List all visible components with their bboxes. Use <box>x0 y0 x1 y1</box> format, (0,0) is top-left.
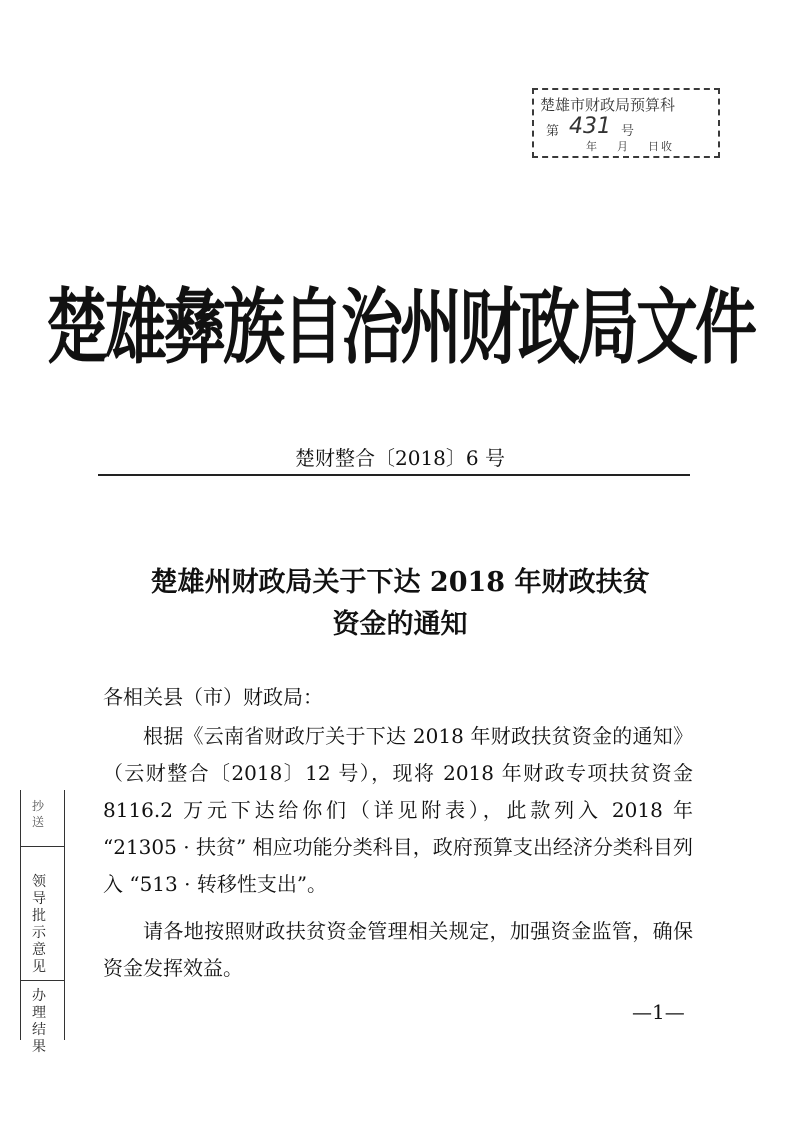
strip-divider-2 <box>20 980 64 981</box>
strip-right-border <box>64 790 65 1040</box>
strip-left-border <box>20 790 21 1040</box>
document-number: 楚财整合〔2018〕6 号 <box>295 446 505 470</box>
stamp-date-day: 日收 <box>648 140 674 153</box>
stamp-date-row <box>586 138 770 154</box>
salutation: 各相关县（市）财政局： <box>103 685 323 709</box>
header-divider <box>98 474 690 476</box>
stamp-number-label: 第 <box>546 124 560 139</box>
stamp-date-year: 年 <box>586 140 599 153</box>
notice-title-line2: 资金的通知 <box>332 609 468 640</box>
strip-section-instructions: 领导批示意见 <box>32 874 46 975</box>
stamp-date-month: 月 <box>617 140 630 153</box>
strip-cut-text: 抄送 <box>32 799 45 829</box>
page-number: —1— <box>632 1000 685 1024</box>
strip-section-results: 办理结果 <box>32 988 46 1055</box>
body-paragraph-1: 根据《云南省财政厅关于下达 2018 年财政扶贫资金的通知》（云财整合〔2018〕12 号），现将 2018 年财政专项扶贫资金 8116.2 万元下达给你们（详见附表），此款列入 2018 年 “21305 · 扶贫” 相应功能分类科目，政府预算支出经济分类科目列入 “513 · 转移性支出”。 <box>103 724 693 896</box>
notice-title-line1: 楚雄州财政局关于下达 2018 年财政扶贫 <box>150 567 650 598</box>
body-paragraph-2: 请各地按照财政扶贫资金管理相关规定，加强资金监管，确保资金发挥效益。 <box>103 919 693 980</box>
stamp-number: 431 <box>569 114 612 139</box>
stamp-number-suffix: 号 <box>621 124 635 139</box>
stamp-organization: 楚雄市财政局预算科 <box>540 96 676 114</box>
receipt-stamp <box>532 88 720 158</box>
routing-strip <box>20 790 64 1055</box>
strip-divider-1 <box>20 846 64 847</box>
document-header-title: 楚雄彝族自治州财政局文件 <box>45 279 754 376</box>
